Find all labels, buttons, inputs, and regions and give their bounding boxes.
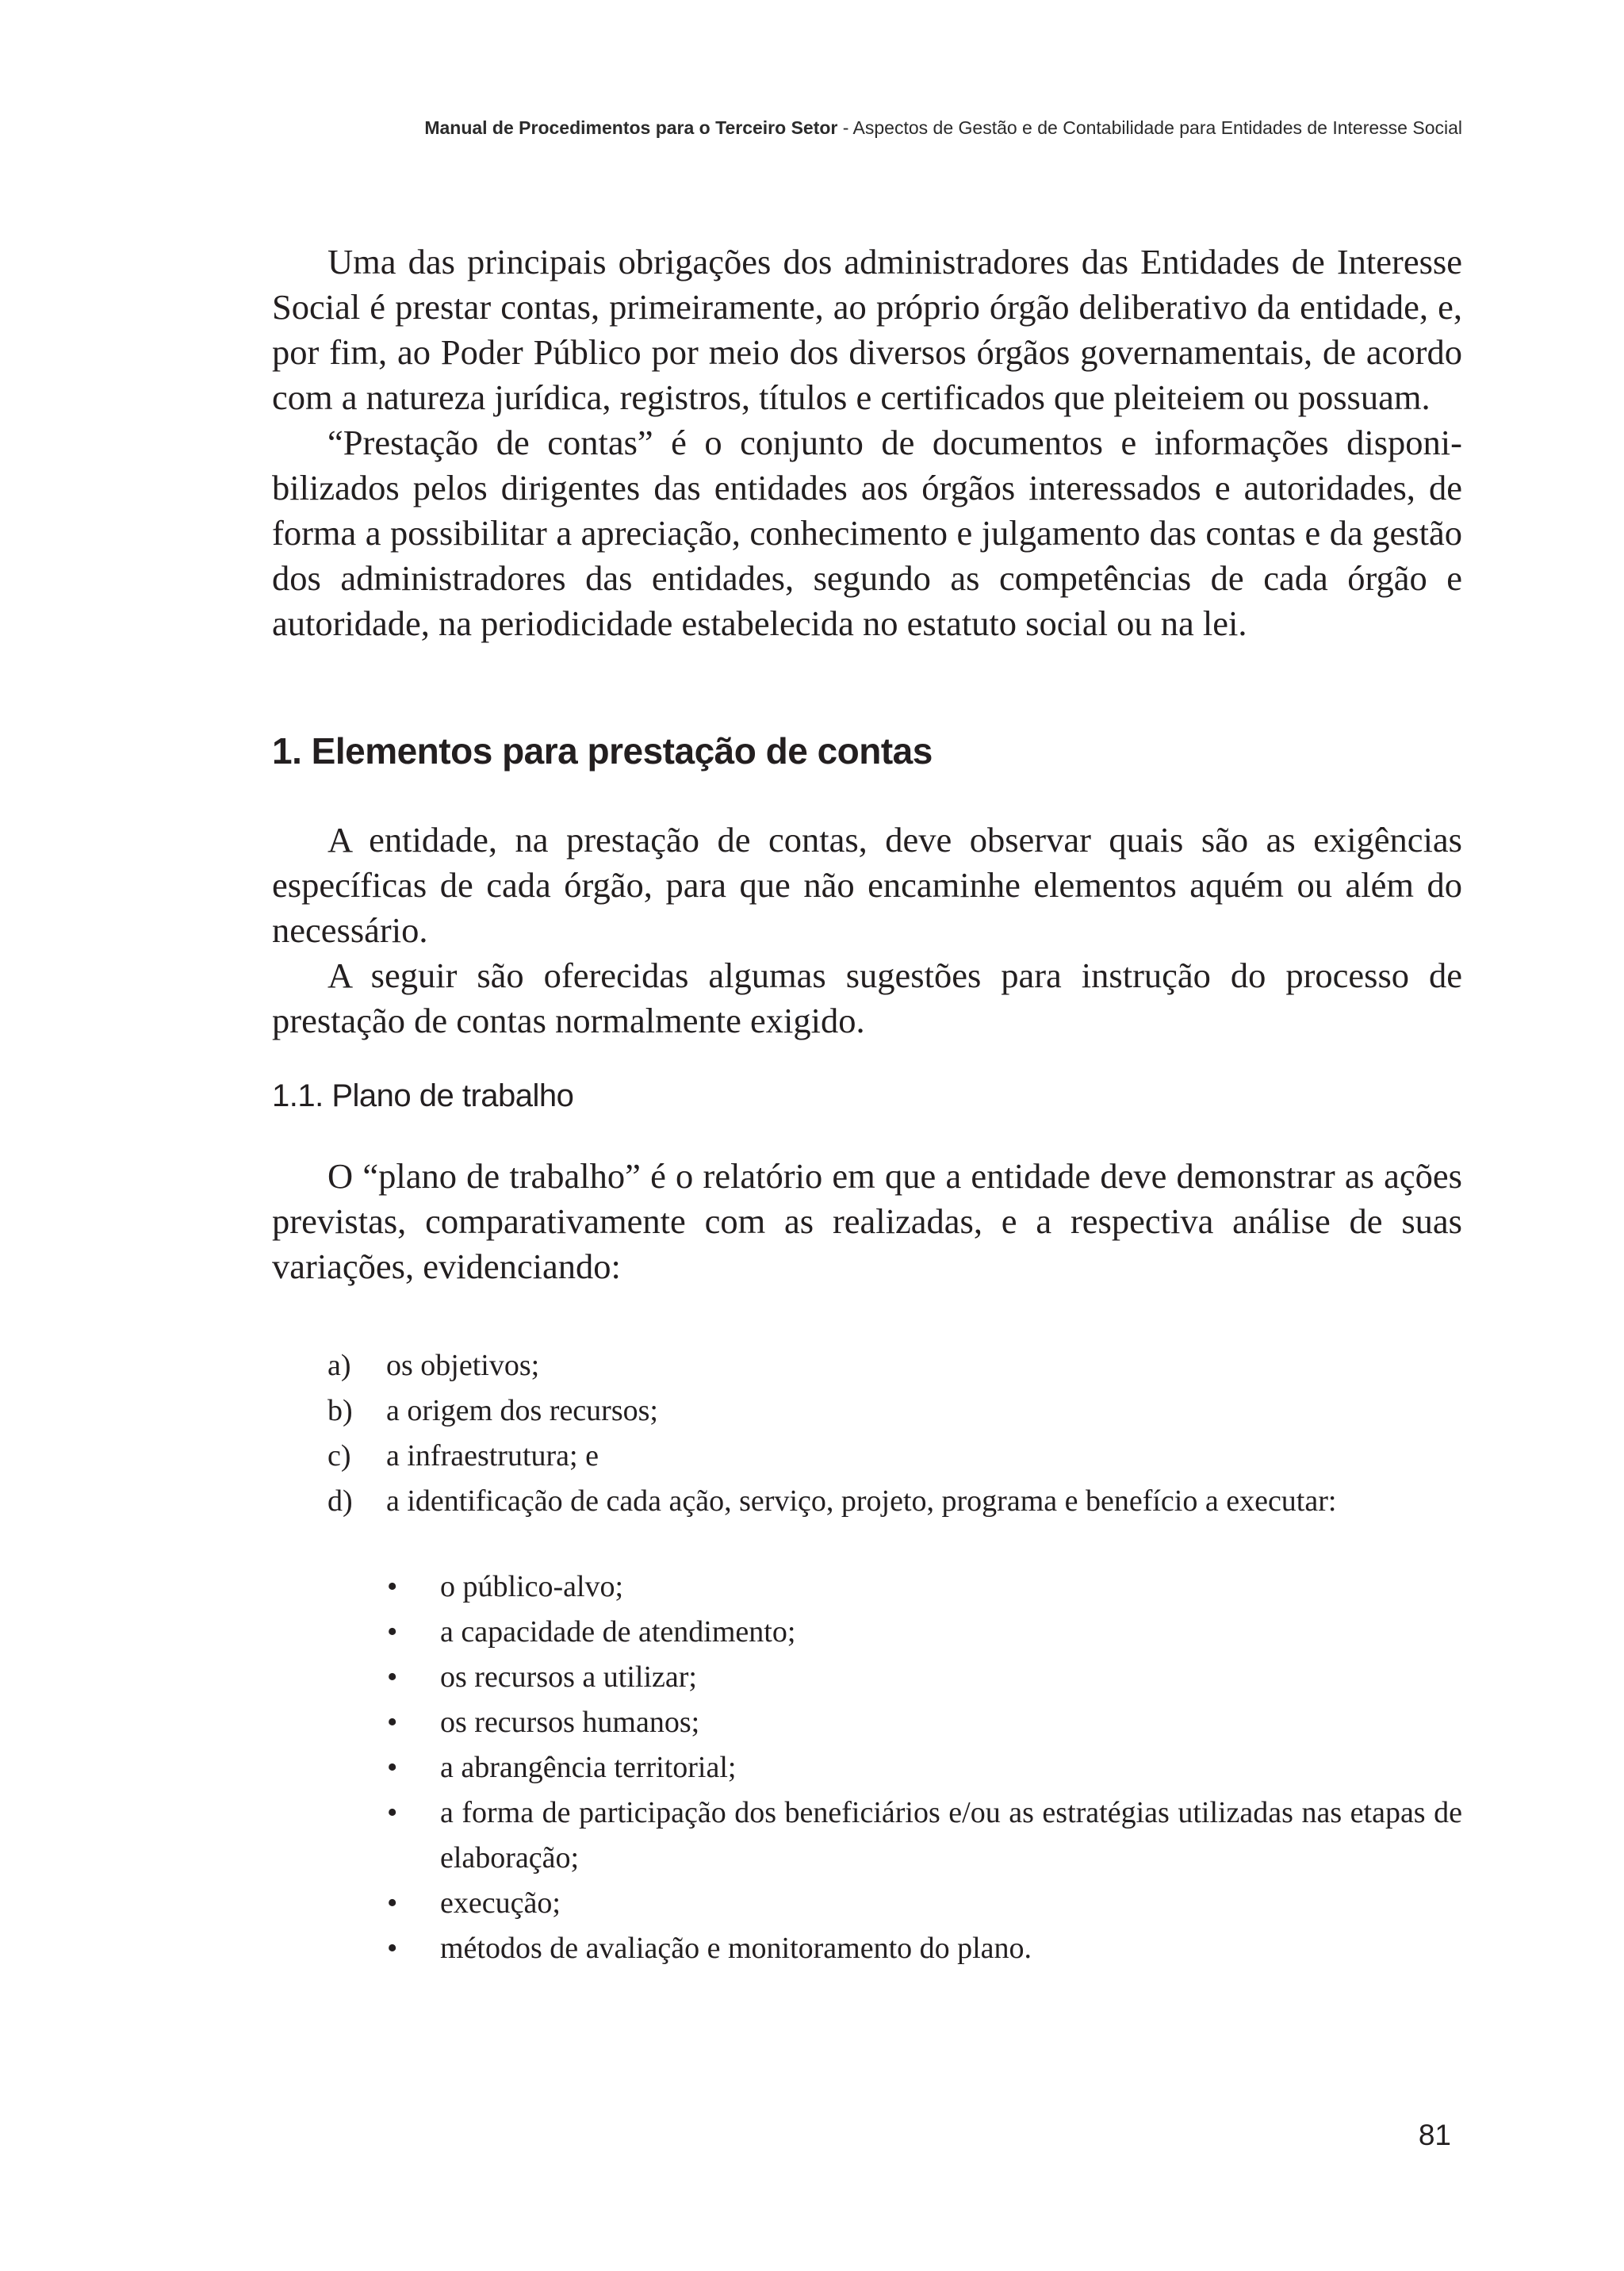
bullet-item-text: os recursos humanos; <box>440 1706 700 1739</box>
bullet-icon: • <box>387 1660 398 1694</box>
section-1-number: 1. <box>272 730 302 772</box>
bullet-icon: • <box>387 1570 398 1603</box>
bullet-icon: • <box>387 1796 398 1829</box>
bullet-item <box>272 1881 1462 1926</box>
list-marker: c) <box>327 1439 351 1473</box>
lettered-list <box>272 1343 1462 1524</box>
list-item-text: a infraestrutura; e <box>386 1439 599 1473</box>
subsection-1-1-heading <box>272 1075 1462 1116</box>
section-1-heading <box>272 729 1462 773</box>
page-body <box>272 239 1462 1971</box>
list-item <box>272 1343 1462 1388</box>
section-1-paragraph-1: A entidade, na prestação de contas, deve observar quais são as exigências específicas de cada órgão, para que não encaminhe elementos aquém ou além do necessário. <box>272 820 1462 950</box>
running-header-subtitle: Aspectos de Gestão e de Contabilidade para Entidades de Interesse Social <box>852 117 1462 138</box>
list-item <box>272 1388 1462 1434</box>
subsection-1-1-number: 1.1. <box>272 1078 324 1113</box>
bullet-item-text: execução; <box>440 1886 561 1920</box>
intro-paragraph-1: Uma das principais obrigações dos administradores das Entidades de Interesse Social é prestar contas, primeiramente, ao próprio órgão deliberativo da entidade, e, por fim, ao Poder Público por meio dos diversos órgãos governamentais, de acordo com a natureza jurídica, registros, títulos e certificados que pleiteiem ou possuam. <box>272 242 1462 417</box>
bullet-item-text: o público-alvo; <box>440 1570 624 1603</box>
bullet-item <box>272 1610 1462 1655</box>
bullet-item-text: a forma de participação dos beneficiários e/ou as estratégias utilizadas nas etapas de elaboração; <box>440 1796 1462 1875</box>
bullet-icon: • <box>387 1886 398 1920</box>
bullet-icon: • <box>387 1615 398 1649</box>
bullet-item <box>272 1926 1462 1971</box>
bullet-item-text: a abrangência territorial; <box>440 1751 737 1784</box>
list-item-text: os objetivos; <box>386 1349 540 1382</box>
list-item <box>272 1434 1462 1479</box>
bullet-icon: • <box>387 1706 398 1739</box>
list-marker: a) <box>327 1349 351 1382</box>
list-item-text: a origem dos recursos; <box>386 1394 658 1427</box>
list-marker: b) <box>327 1394 353 1427</box>
list-marker: d) <box>327 1484 353 1518</box>
bullet-item <box>272 1745 1462 1790</box>
running-header-separator: - <box>837 117 853 138</box>
bullet-item <box>272 1700 1462 1745</box>
subsection-1-1-paragraph: O “plano de trabalho” é o relatório em que a entidade deve demonstrar as ações previstas, comparativamente com as realizadas, e a respectiva análise de suas variações, evidenciando: <box>272 1156 1462 1286</box>
bullet-item-text: os recursos a utilizar; <box>440 1660 697 1694</box>
running-header <box>0 117 1462 139</box>
bullet-item <box>272 1564 1462 1610</box>
section-1-paragraph-2: A seguir são oferecidas algumas sugestões para instrução do processo de prestação de contas normalmente exigido. <box>272 956 1462 1040</box>
running-header-title: Manual de Procedimentos para o Terceiro Setor <box>424 117 838 138</box>
intro-paragraph-2: “Prestação de contas” é o conjunto de documentos e informações disponibilizados pelos dirigentes das entidades aos órgãos interessados e autoridades, de forma a possibilitar a apreciação, conhecimento e julgamento das contas e da gestão dos administradores das entidades, segundo as competências de cada órgão e autoridade, na periodicidade estabelecida no estatuto social ou na lei. <box>272 423 1462 643</box>
bullet-item <box>272 1790 1462 1881</box>
bullet-icon: • <box>387 1751 398 1784</box>
bullet-list <box>272 1564 1462 1971</box>
bullet-item-text: métodos de avaliação e monitoramento do plano. <box>440 1932 1032 1965</box>
bullet-item <box>272 1655 1462 1700</box>
bullet-item-text: a capacidade de atendimento; <box>440 1615 796 1649</box>
bullet-icon: • <box>387 1932 398 1965</box>
page-number: 81 <box>1418 2119 1451 2151</box>
list-item-text: a identificação de cada ação, serviço, projeto, programa e benefício a executar: <box>386 1484 1337 1518</box>
list-item <box>272 1479 1462 1524</box>
section-1-title: Elementos para prestação de contas <box>311 730 933 772</box>
subsection-1-1-title: Plano de trabalho <box>331 1078 574 1113</box>
